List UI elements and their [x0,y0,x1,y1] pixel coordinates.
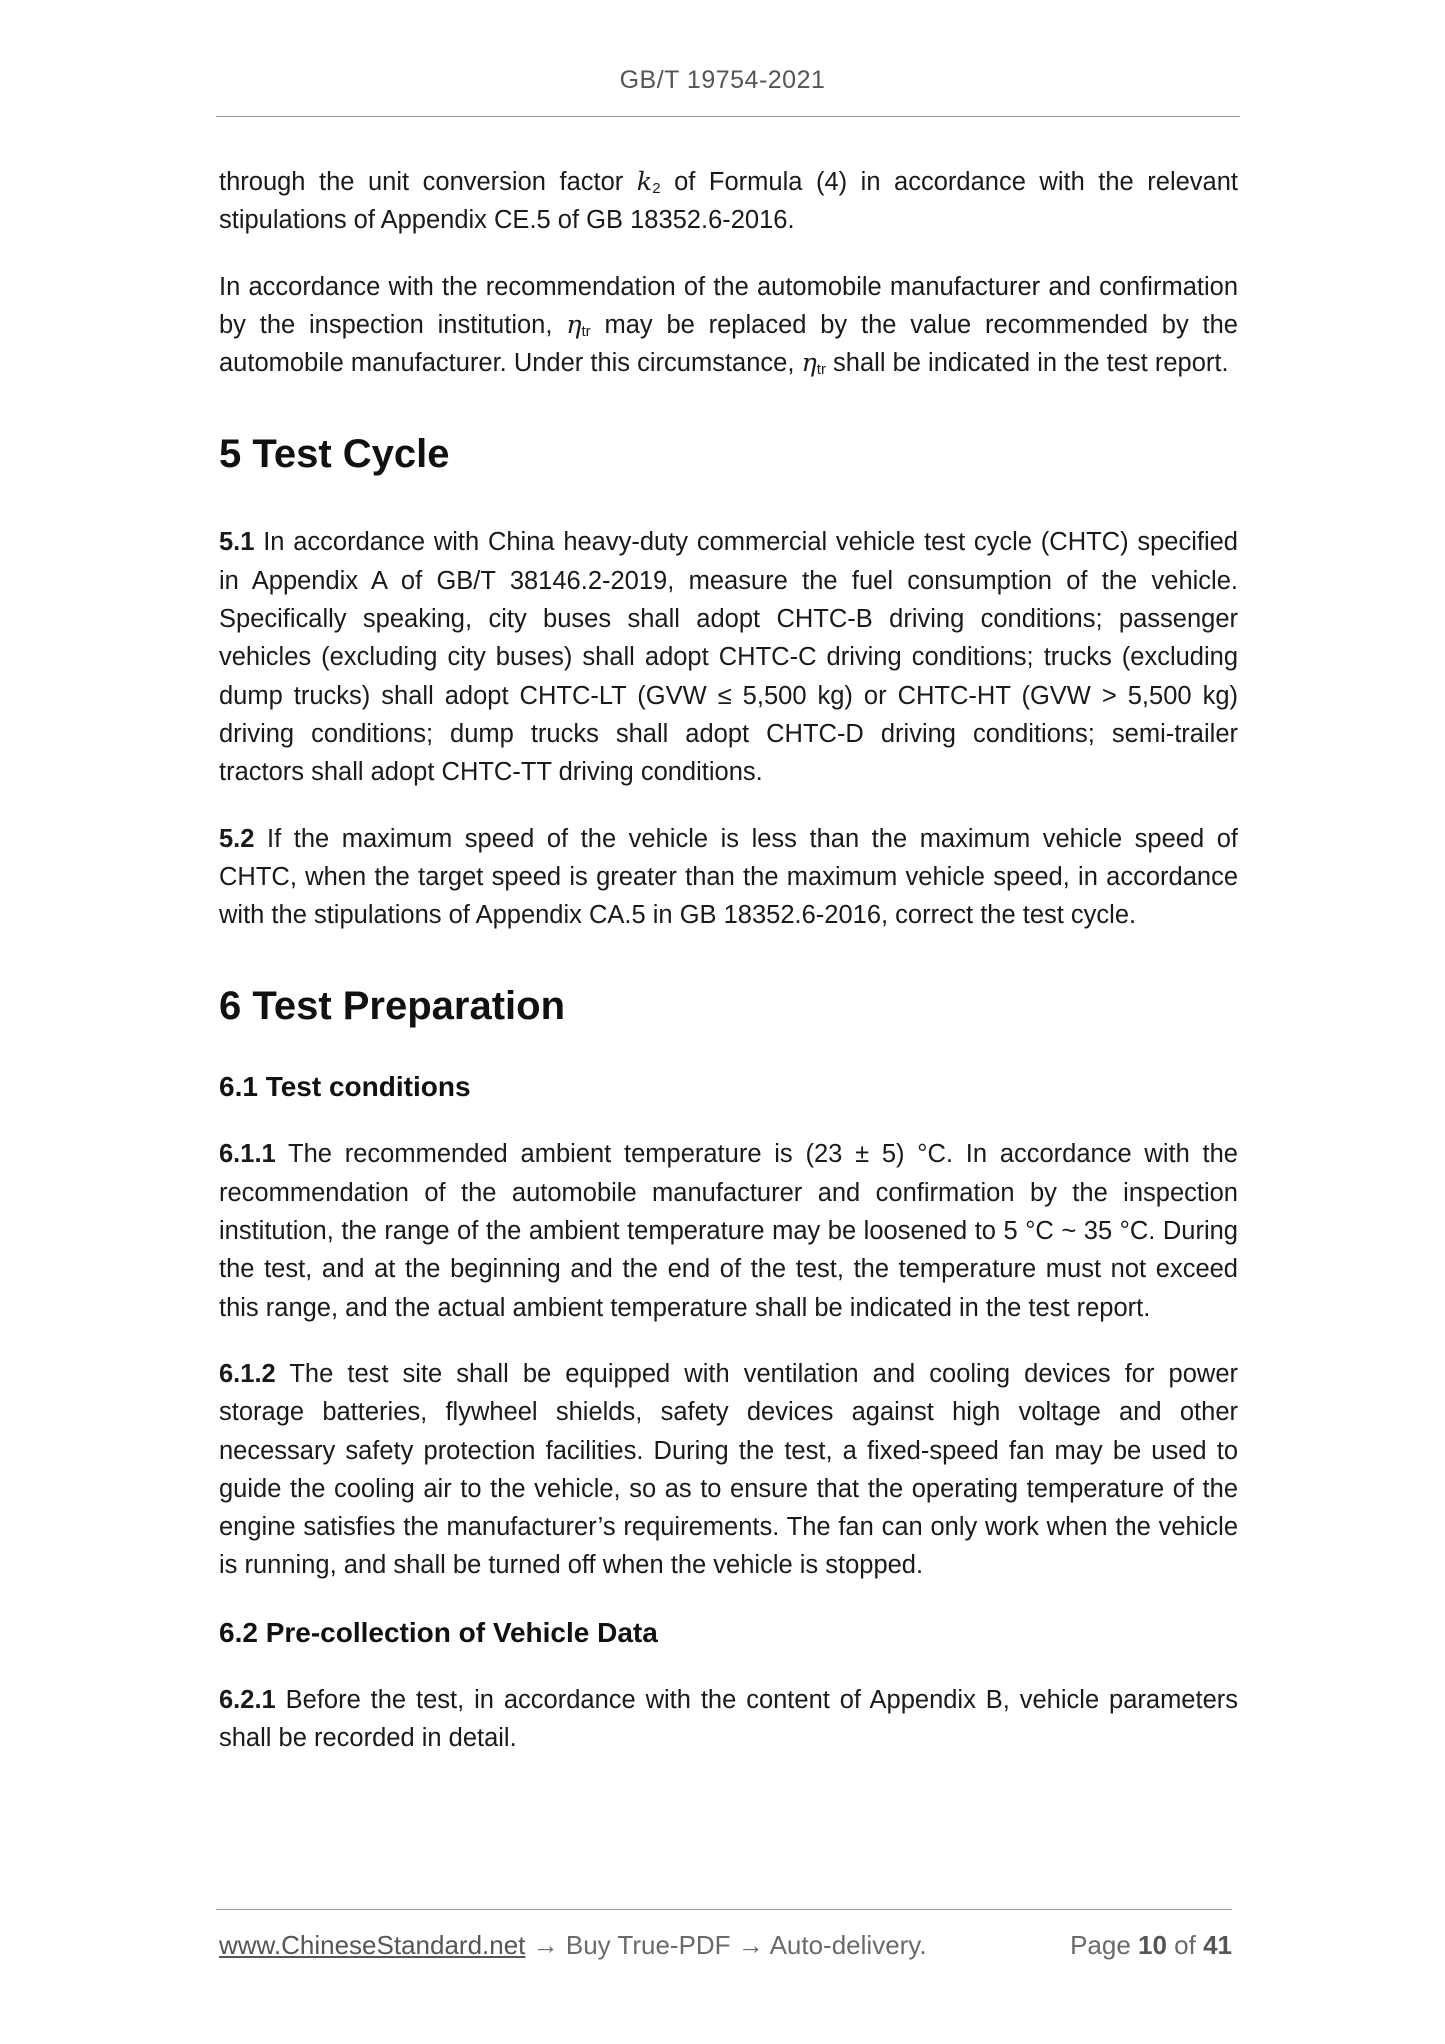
clause-number: 6.1.2 [219,1359,276,1388]
text-run: through the unit conversion factor [219,168,637,196]
clause-text: The test site shall be equipped with ventilation and cooling devices for power storage batteries, flywheel shields, safety devices against high voltage and other necessary safety protection facilities. During the test, a fixed-speed fan may be used to guide the cooling air to the vehicle, so as to ensure that the operating temperature of the engine satisfies the manufacturer’s requirements. The fan can only work when the vehicle is running, and shall be turned off when the vehicle is stopped. [219,1359,1238,1580]
clause-number: 5.2 [219,824,255,853]
footer-promo-text: → Buy True-PDF → Auto-delivery. [525,1930,927,1960]
text-run: may be replaced by the value recommended by the automobile manufacturer. Under this circumstance, [219,310,1238,378]
website-link[interactable]: www.ChineseStandard.net [219,1930,526,1960]
symbol-k-subscript: 2 [652,180,661,197]
clause-text: The recommended ambient temperature is (23 ± 5) °C. In accordance with the recommendation of the automobile manufacturer and confirmation by the inspection institution, the range of the ambient temperature may be loosened to 5 °C ~ 35 °C. During the test, and at the beginning and the end of the test, the temperature must not exceed this range, and the actual ambient temperature shall be indicated in the test report. [219,1140,1238,1322]
footer-divider [216,1909,1232,1910]
clause-6-2-1 [219,1681,1238,1758]
symbol-eta: η [566,309,582,340]
clause-6-1-2 [219,1355,1238,1585]
current-page-number: 10 [1138,1930,1167,1960]
clause-number: 6.2.1 [219,1685,276,1714]
section-6-heading: 6 Test Preparation [219,984,566,1029]
text-run: of Formula (4) in accordance with the relevant stipulations of Appendix CE.5 of GB 18352.6-2016. [219,168,1238,235]
page-content [219,163,1238,1757]
section-6-2-heading: 6.2 Pre-collection of Vehicle Data [219,1616,658,1648]
page-footer [219,1930,1232,1970]
clause-5-2 [219,820,1238,935]
paragraph-eta-replacement [219,268,1238,383]
text-run: In accordance with the recommendation of the automobile manufacturer and confirmation by the inspection institution, [219,272,1238,339]
symbol-eta: η [801,348,817,379]
text-run: shall be indicated in the test report. [825,349,1229,378]
symbol-eta-subscript: tr [816,361,826,379]
paragraph-conversion-factor [219,163,1238,240]
symbol-eta-subscript: tr [581,322,591,340]
symbol-k: k [636,167,653,197]
clause-6-1-1 [219,1135,1238,1326]
clause-text: If the maximum speed of the vehicle is less than the maximum vehicle speed of CHTC, when the target speed is greater than the maximum vehicle speed, in accordance with the stipulations of Appendix CA.5 in GB 18352.6-2016, correct the test cycle. [219,824,1238,930]
of-label: of [1166,1930,1204,1960]
clause-5-1 [219,523,1238,791]
section-6-1-heading: 6.1 Test conditions [219,1071,471,1103]
page-indicator [1070,1930,1232,1961]
clause-text: Before the test, in accordance with the content of Appendix B, vehicle parameters shall be recorded in detail. [219,1685,1238,1753]
header-divider [216,116,1240,117]
header-standard-id: GB/T 19754-2021 [619,66,826,94]
section-5-heading: 5 Test Cycle [219,432,450,477]
clause-text: In accordance with China heavy-duty commercial vehicle test cycle (CHTC) specified in Appendix A of GB/T 38146.2-2019, measure the fuel consumption of the vehicle. Specifically speaking, city buses shall adopt CHTC-B driving conditions; passenger vehicles (excluding city buses) shall adopt CHTC-C driving conditions; trucks (excluding dump trucks) shall adopt CHTC-LT (GVW ≤ 5,500 kg) or CHTC-HT (GVW > 5,500 kg) driving conditions; dump trucks shall adopt CHTC-D driving conditions; semi-trailer tractors shall adopt CHTC-TT driving conditions. [219,528,1238,787]
clause-number: 6.1.1 [219,1140,276,1169]
footer-promo [219,1930,927,1961]
total-page-count: 41 [1203,1930,1232,1960]
clause-number: 5.1 [219,528,255,557]
page-label: Page [1070,1930,1139,1960]
